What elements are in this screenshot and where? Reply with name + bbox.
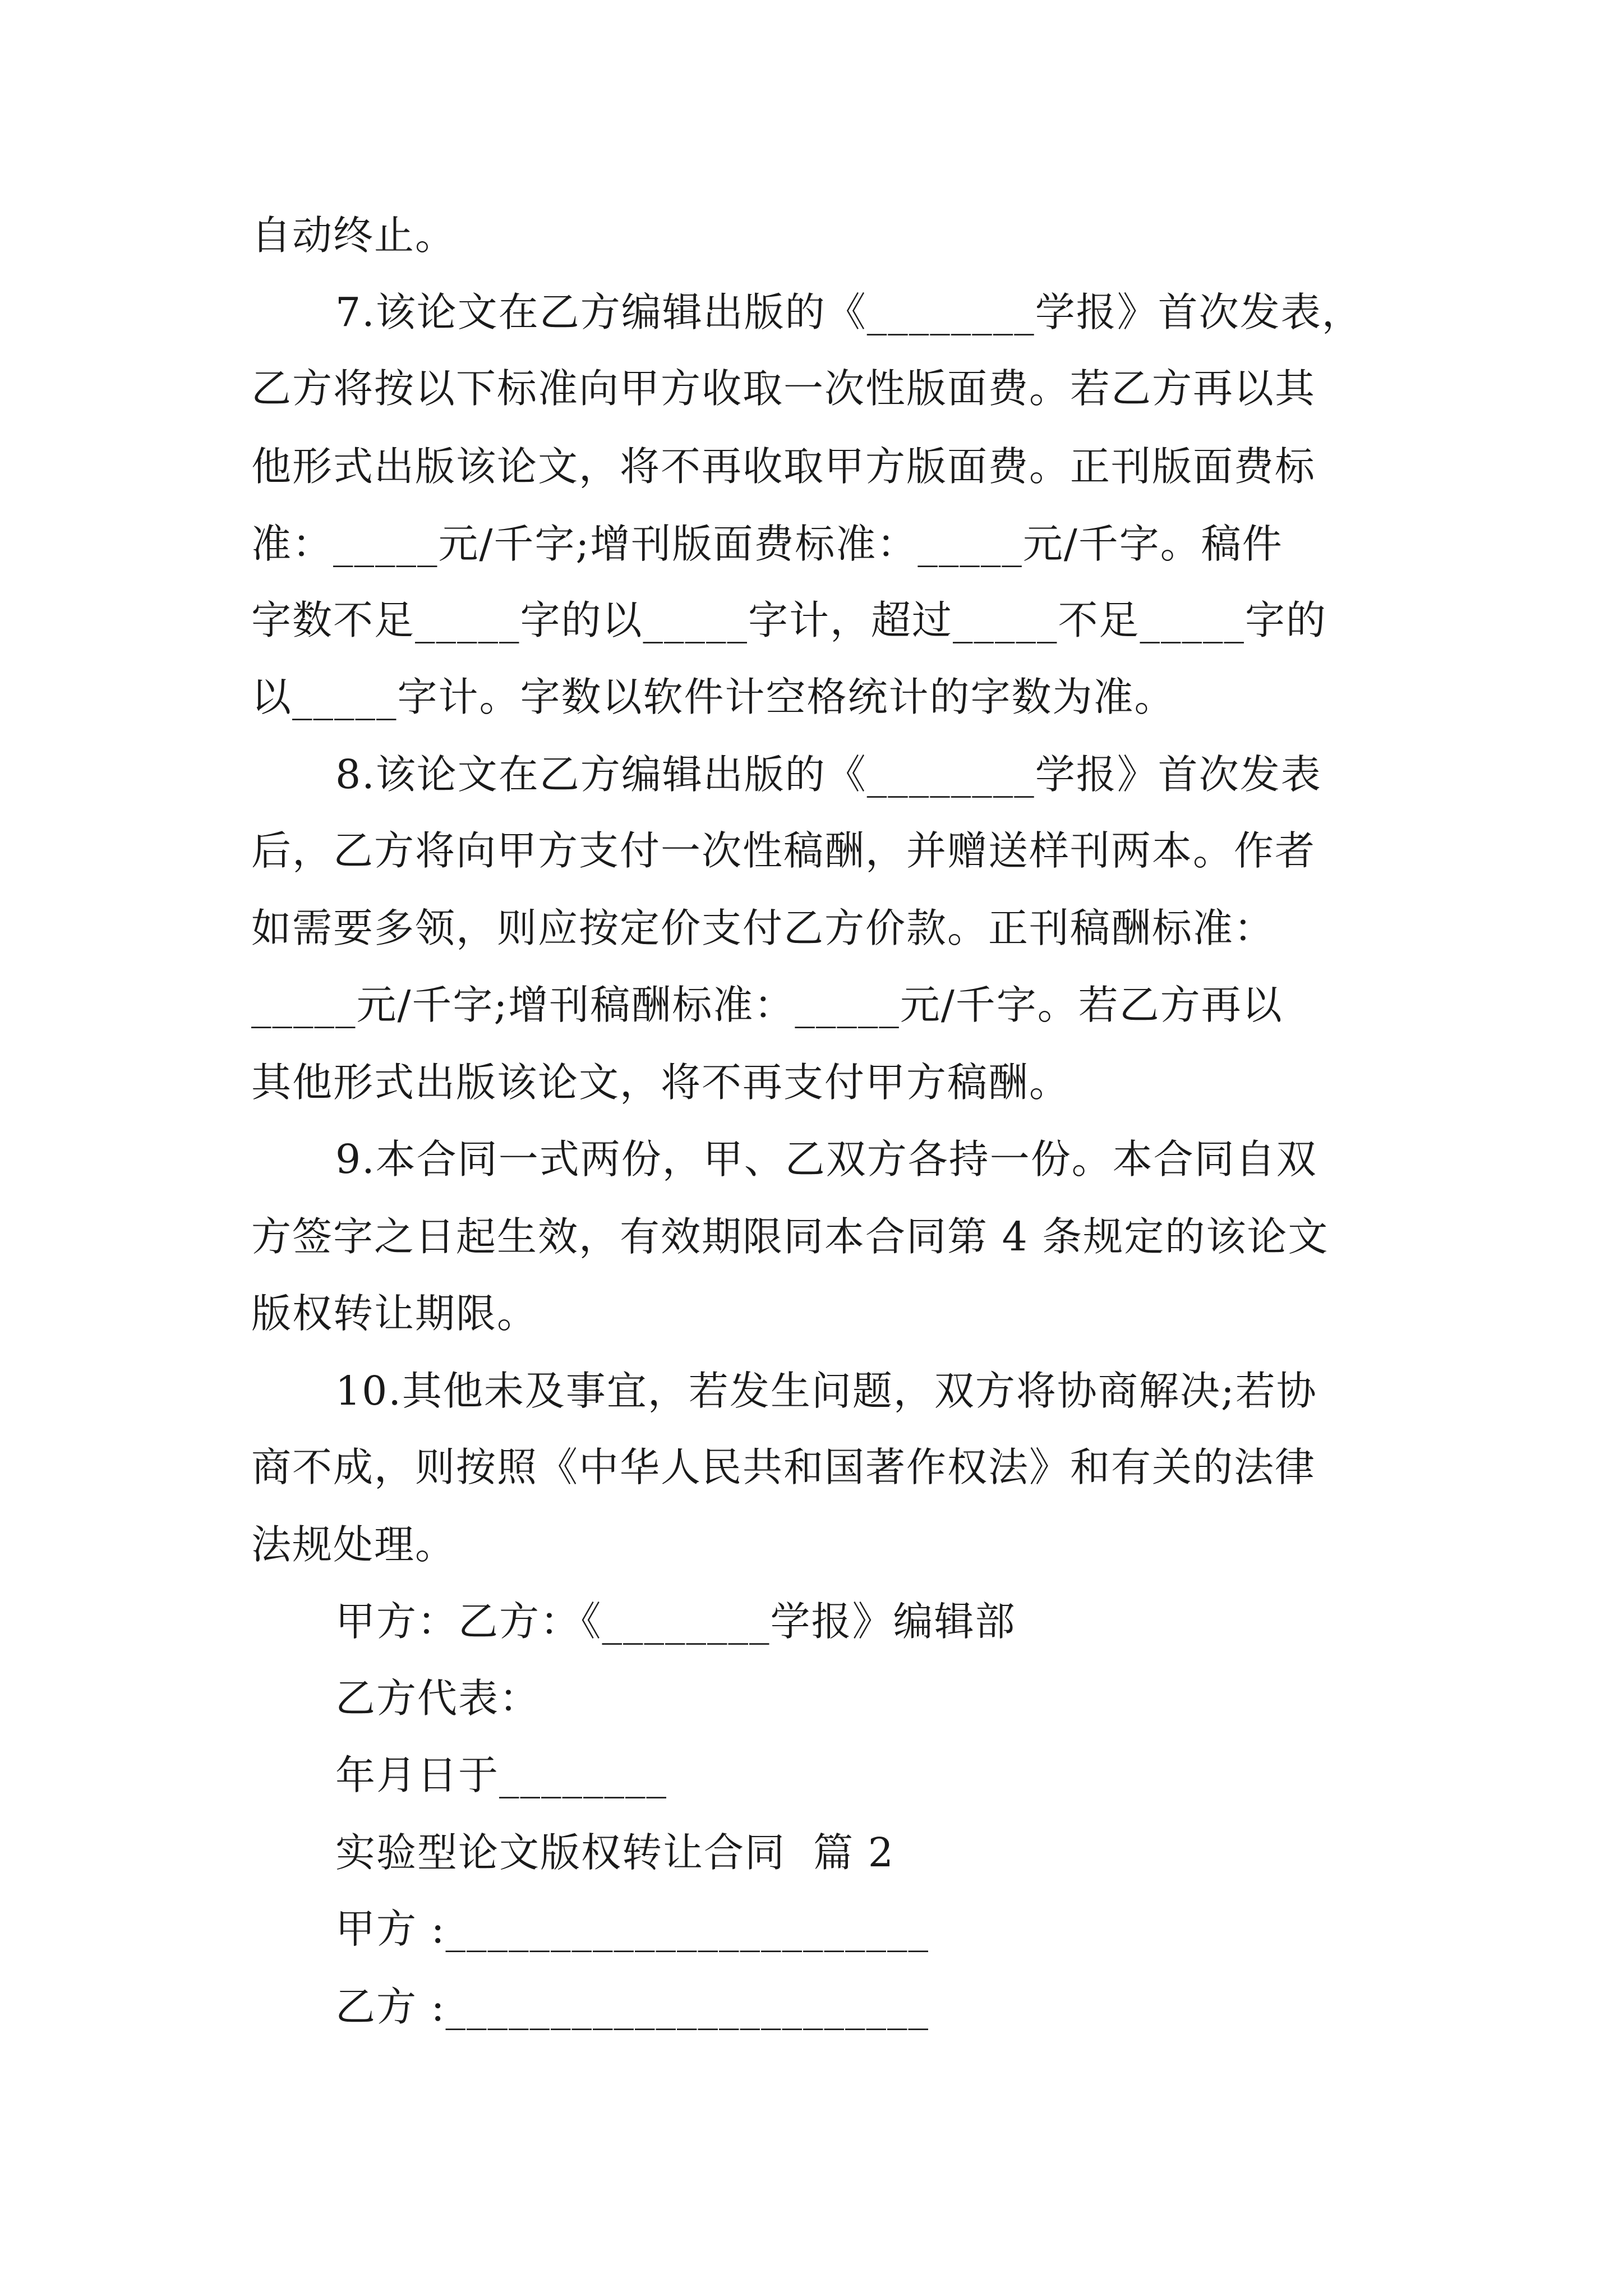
text-line-12: 其他形式出版该论文，将不再支付甲方稿酬。 (251, 1059, 1071, 1106)
text-line-13: 9.本合同一式两份，甲、乙双方各持一份。本合同自双 (335, 1136, 1317, 1182)
text-line-18: 法规处理。 (251, 1521, 457, 1568)
text-line-7: 以_____字计。字数以软件计空格统计的字数为准。 (251, 674, 1175, 720)
text-line-11: _____元/千字;增刊稿酬标准：_____元/千字。若乙方再以 (251, 982, 1283, 1028)
text-line-23: 甲方 :_______________________ (335, 1906, 929, 1952)
text-line-24: 乙方 :_______________________ (335, 1984, 929, 2030)
text-line-22: 实验型论文版权转让合同 篇 2 (335, 1829, 895, 1876)
text-line-14: 方签字之日起生效，有效期限同本合同第 4 条规定的该论文 (251, 1213, 1329, 1260)
text-line-17: 商不成，则按照《中华人民共和国著作权法》和有关的法律 (251, 1444, 1316, 1490)
text-line-9: 后，乙方将向甲方支付一次性稿酬，并赠送样刊两本。作者 (251, 827, 1316, 874)
text-line-21: 年月日于________ (335, 1752, 668, 1798)
text-line-1: 自动终止。 (251, 212, 457, 259)
text-line-3: 乙方将按以下标准向甲方收取一次性版面费。若乙方再以其 (251, 365, 1316, 412)
text-line-6: 字数不足_____字的以_____字计，超过_____不足_____字的 (251, 597, 1327, 643)
text-line-10: 如需要多领，则应按定价支付乙方价款。正刊稿酬标准： (251, 905, 1275, 951)
text-line-4: 他形式出版该论文，将不再收取甲方版面费。正刊版面费标 (251, 443, 1316, 490)
text-line-16: 10.其他未及事宜，若发生问题，双方将协商解决;若协 (335, 1368, 1317, 1414)
text-line-20: 乙方代表： (335, 1675, 541, 1722)
text-line-19: 甲方：乙方：《________学报》编辑部 (335, 1598, 1016, 1645)
text-line-8: 8.该论文在乙方编辑出版的《________学报》首次发表 (335, 751, 1322, 798)
text-line-2: 7.该论文在乙方编辑出版的《________学报》首次发表， (335, 289, 1363, 335)
text-line-5: 准：_____元/千字;增刊版面费标准：_____元/千字。稿件 (251, 521, 1283, 567)
text-line-15: 版权转让期限。 (251, 1290, 538, 1337)
